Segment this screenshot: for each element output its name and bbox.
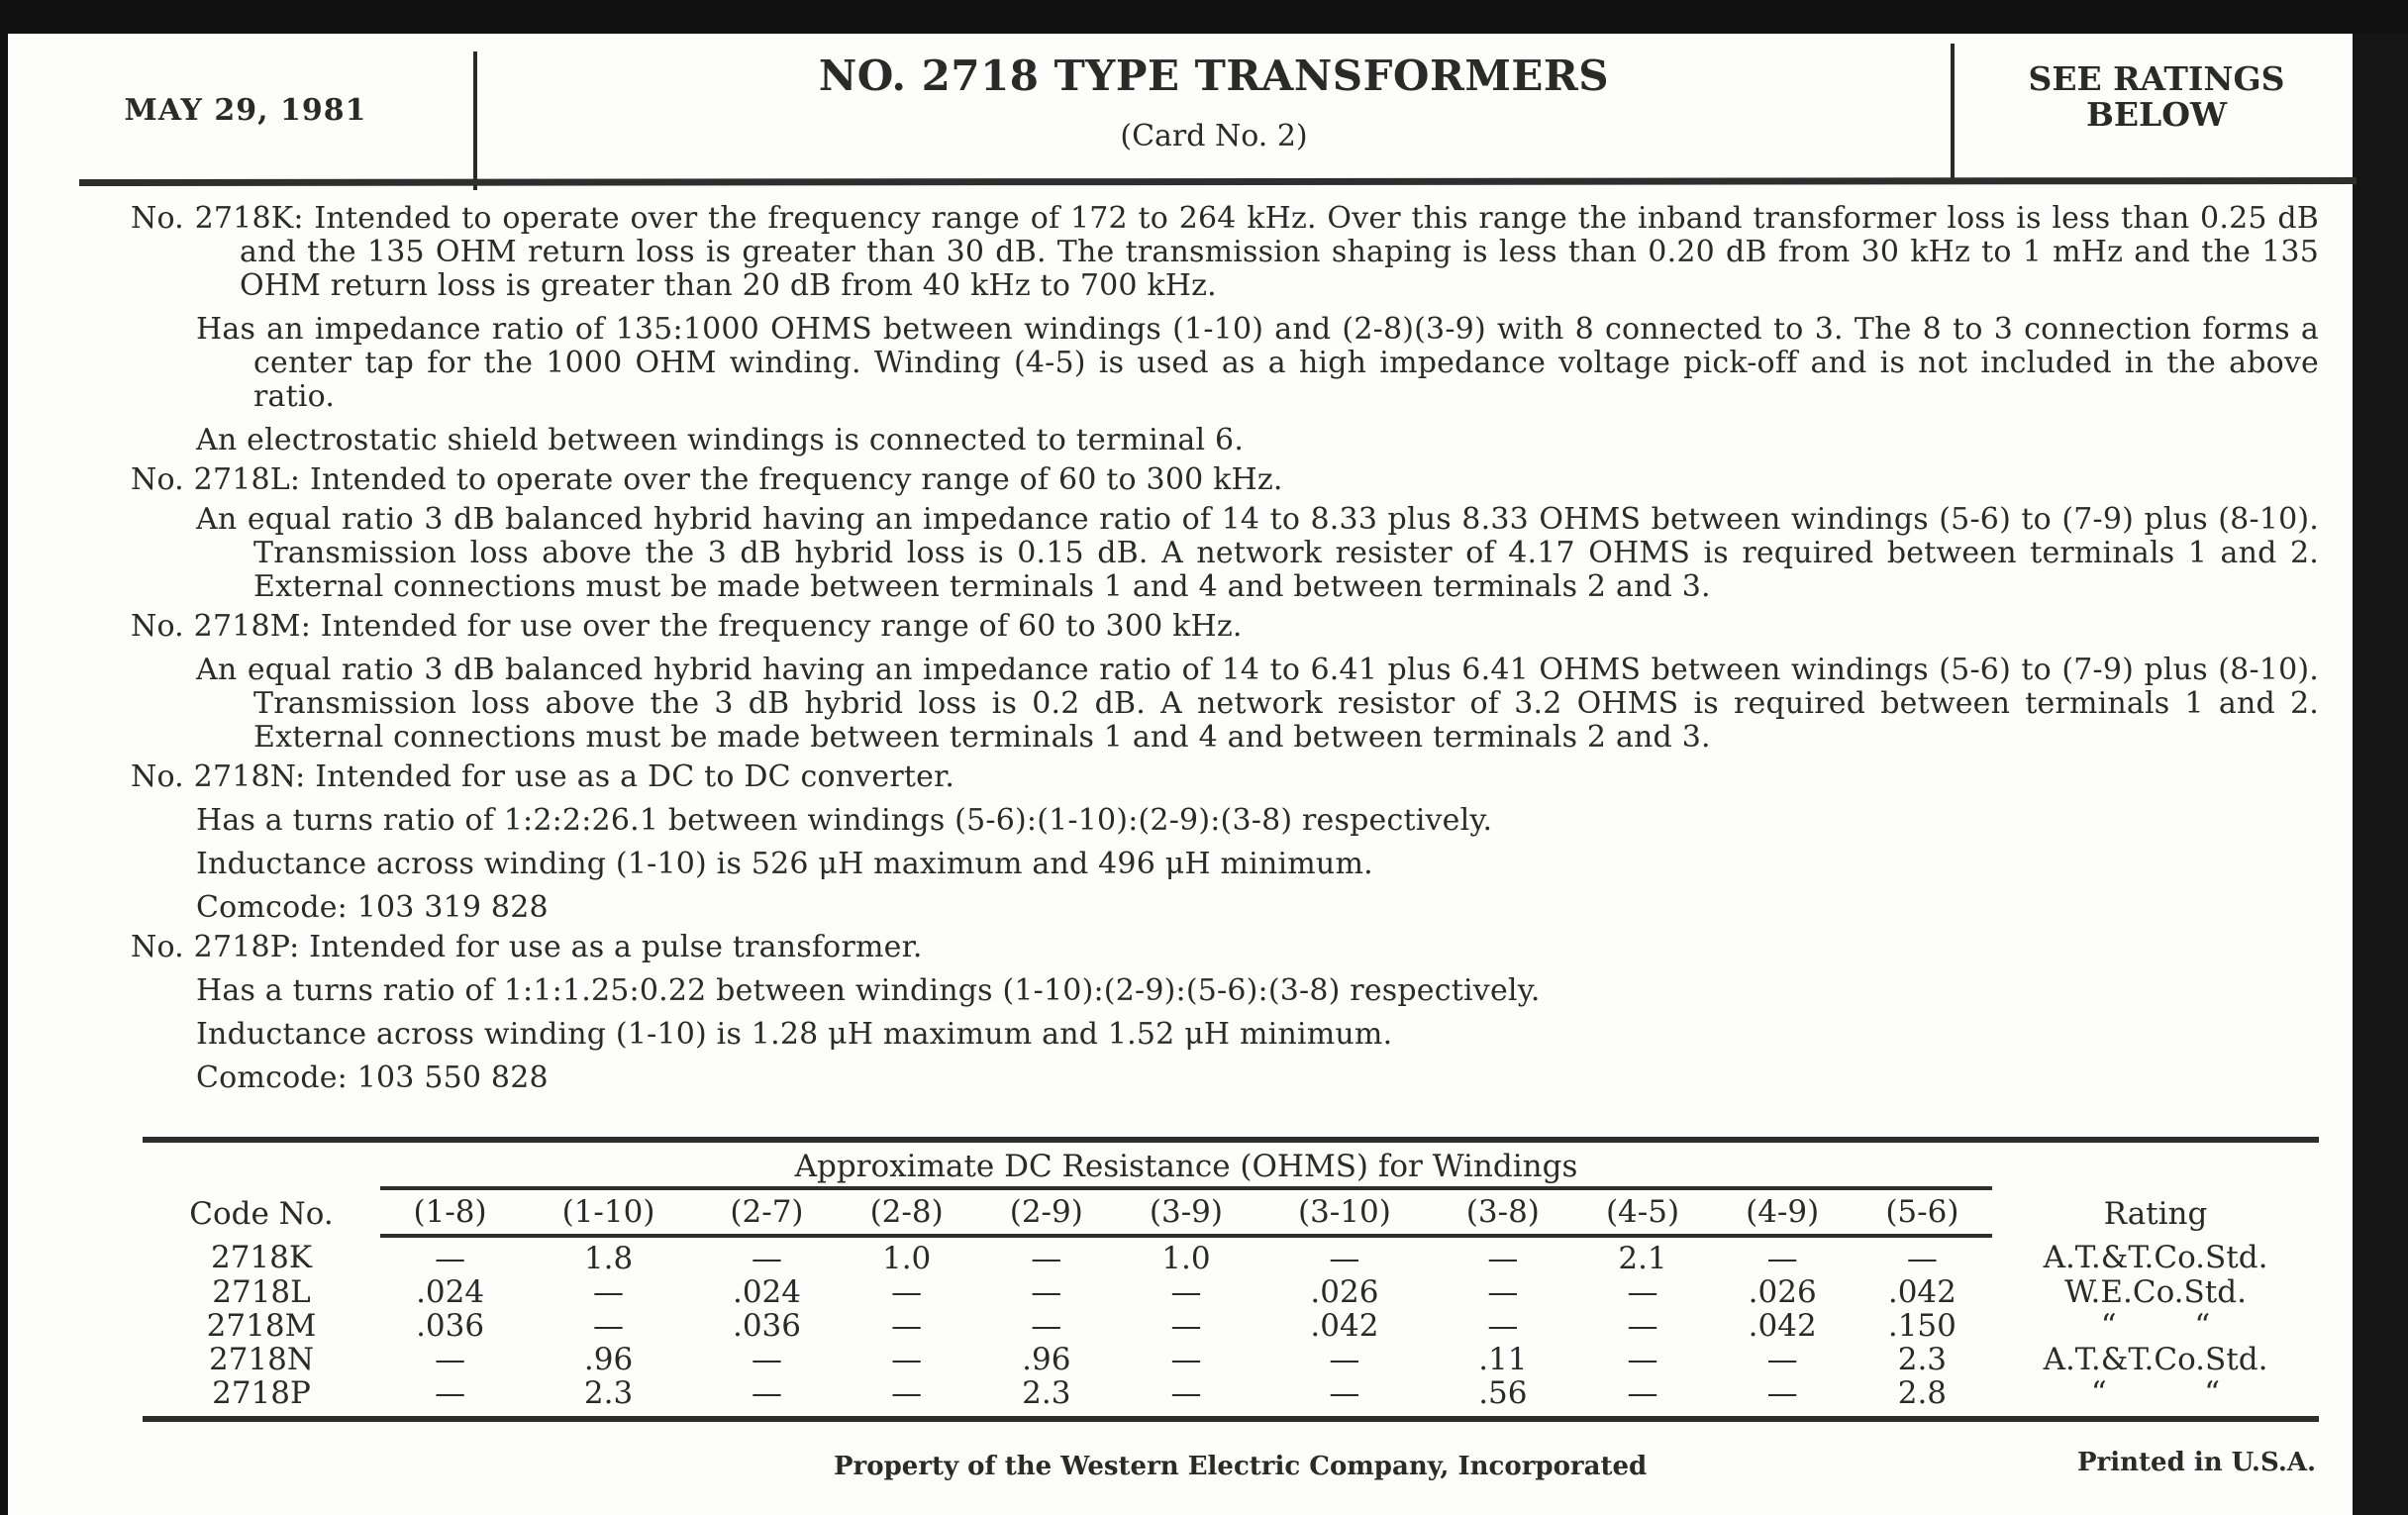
section-code: No. 2718N: — [131, 759, 306, 794]
table-row — [143, 1343, 2319, 1376]
resistance-cell: .036 — [416, 1308, 485, 1344]
card-number: (Card No. 2) — [1120, 119, 1308, 153]
rating-cell: W.E.Co.Std. — [2064, 1274, 2247, 1310]
ratings-note — [1963, 61, 2350, 133]
resistance-cell: .56 — [1478, 1375, 1528, 1411]
table-row — [143, 1309, 2319, 1343]
section-detail: Inductance across winding (1-10) is 1.28 μH maximum and 1.52 μH minimum. — [196, 1017, 1393, 1052]
section-detail: Has a turns ratio of 1:2:2:26.1 between windings (5-6):(1-10):(2-9):(3-8) respectively. — [196, 803, 1493, 838]
code-cell: 2718K — [210, 1240, 313, 1275]
resistance-table-wrap — [143, 1137, 2319, 1422]
resistance-cell: — — [1329, 1375, 1360, 1411]
ratings-note-line1: SEE RATINGS — [2028, 59, 2285, 98]
code-cell: 2718N — [208, 1342, 315, 1377]
table-bottom-rule — [143, 1416, 2319, 1422]
section-text: Intended for use as a DC to DC converter. — [315, 759, 955, 794]
resistance-group-header: Approximate DC Resistance (OHMS) for Windings — [380, 1143, 1992, 1188]
rating-cell: A.T.&T.Co.Std. — [2043, 1240, 2268, 1275]
winding-column-header: (2-7) — [697, 1188, 837, 1236]
code-cell: 2718M — [206, 1308, 317, 1344]
resistance-cell: .026 — [1748, 1274, 1817, 1310]
section-text: Intended for use as a pulse transformer. — [309, 930, 923, 964]
table-group-row — [143, 1143, 2319, 1188]
resistance-cell: .024 — [732, 1274, 801, 1310]
code-column-header: Code No. — [189, 1196, 334, 1232]
section-code: No. 2718M: — [131, 609, 312, 644]
resistance-cell: .96 — [583, 1342, 634, 1377]
resistance-cell: .042 — [1748, 1308, 1817, 1344]
resistance-table — [143, 1143, 2319, 1414]
section-detail: An electrostatic shield between windings is connected to terminal 6. — [196, 423, 1245, 457]
winding-column-header: (1-10) — [520, 1188, 697, 1236]
section-detail: Inductance across winding (1-10) is 526 μH maximum and 496 μH minimum. — [196, 847, 1373, 881]
resistance-cell: 2.3 — [1022, 1375, 1071, 1411]
resistance-cell: — — [751, 1342, 782, 1377]
resistance-cell: — — [1766, 1342, 1798, 1377]
scan-border — [2353, 34, 2408, 1515]
resistance-cell: — — [1170, 1342, 1202, 1377]
section-text: Intended to operate over the frequency range of 172 to 264 kHz. Over this range the inband transformer loss is less than 0.25 dB and the 135 OHM return loss is greater than 30 dB. The transmission shaping is less than 0.20 dB from 30 kHz to 1 mHz and the 135 OHM return loss is greater than 20 dB from 40 kHz to 700 kHz. — [240, 201, 2319, 303]
section-code: No. 2718L: — [131, 462, 301, 497]
resistance-cell: — — [435, 1241, 466, 1276]
section-detail: An equal ratio 3 dB balanced hybrid having an impedance ratio of 14 to 8.33 plus 8.33 OHMS between windings (5-6) to (7-9) plus (8-10). Transmission loss above the 3 dB hybrid loss is 0.15 dB. A network resister of 4.17 OHMS is required between terminals 1 and 2. External connections must be made between terminals 1 and 4 and between terminals 2 and 3. — [196, 502, 2319, 604]
section-detail: Has a turns ratio of 1:1:1.25:0.22 between windings (1-10):(2-9):(5-6):(3-8) respectively. — [196, 973, 1541, 1008]
rating-cell: A.T.&T.Co.Std. — [2043, 1342, 2268, 1377]
resistance-cell: — — [1766, 1375, 1798, 1411]
resistance-cell: .96 — [1022, 1342, 1071, 1377]
property-notice: Property of the Western Electric Company, Incorporated — [834, 1452, 1648, 1481]
resistance-cell: — — [1627, 1375, 1658, 1411]
card-date: MAY 29, 1981 — [124, 93, 367, 128]
header-rule — [79, 177, 2357, 186]
resistance-cell: 1.0 — [881, 1241, 932, 1276]
winding-column-header: (3-9) — [1116, 1188, 1255, 1236]
resistance-cell: .024 — [416, 1274, 485, 1310]
section-code: No. 2718K: — [131, 201, 304, 236]
resistance-cell: — — [891, 1342, 923, 1377]
resistance-cell: .042 — [1310, 1308, 1379, 1344]
section-detail: Comcode: 103 550 828 — [196, 1060, 549, 1095]
table-row — [143, 1376, 2319, 1414]
resistance-cell: — — [1487, 1241, 1519, 1276]
resistance-cell: — — [751, 1375, 782, 1411]
resistance-cell: — — [1170, 1308, 1202, 1344]
section-detail: Comcode: 103 319 828 — [196, 890, 549, 925]
resistance-cell: — — [1487, 1274, 1519, 1310]
ratings-note-line2: BELOW — [2085, 95, 2228, 134]
resistance-cell: 2.8 — [1897, 1375, 1948, 1411]
resistance-cell: — — [1170, 1375, 1202, 1411]
header-divider-right — [1951, 44, 1955, 180]
resistance-cell: 2.1 — [1618, 1241, 1667, 1276]
rating-cell: “ “ — [2090, 1375, 2221, 1411]
resistance-cell: — — [1627, 1274, 1658, 1310]
section-code: No. 2718P: — [131, 930, 300, 964]
resistance-cell: 1.8 — [583, 1241, 634, 1276]
section-2718m — [131, 610, 2319, 644]
resistance-cell: — — [751, 1241, 782, 1276]
resistance-cell: — — [891, 1274, 923, 1310]
resistance-cell: — — [1031, 1274, 1062, 1310]
resistance-cell: — — [1031, 1241, 1062, 1276]
resistance-cell: — — [891, 1375, 923, 1411]
resistance-cell: — — [1627, 1308, 1658, 1344]
resistance-cell: — — [1487, 1308, 1519, 1344]
rating-column-header: Rating — [2103, 1196, 2208, 1232]
section-text: Intended to operate over the frequency range of 60 to 300 kHz. — [309, 462, 1283, 497]
winding-column-header: (2-8) — [837, 1188, 976, 1236]
resistance-cell: .11 — [1478, 1342, 1528, 1377]
resistance-cell: .026 — [1310, 1274, 1379, 1310]
resistance-cell: — — [1329, 1342, 1360, 1377]
code-cell: 2718P — [212, 1375, 311, 1411]
section-detail: Has an impedance ratio of 135:1000 OHMS between windings (1-10) and (2-8)(3-9) with 8 connected to 3. The 8 to 3 connection forms a center tap for the 1000 OHM winding. Winding (4-5) is used as a high impedance voltage pick-off and is not included in the above ratio. — [196, 312, 2319, 414]
resistance-cell: — — [1031, 1308, 1062, 1344]
page-title: NO. 2718 TYPE TRANSFORMERS — [818, 51, 1610, 100]
section-detail: An equal ratio 3 dB balanced hybrid having an impedance ratio of 14 to 6.41 plus 6.41 OHMS between windings (5-6) to (7-9) plus (8-10). Transmission loss above the 3 dB hybrid loss is 0.2 dB. A network resistor of 3.2 OHMS is required between terminals 1 and 2. External connections must be made between terminals 1 and 4 and between terminals 2 and 3. — [196, 653, 2319, 755]
header-divider-left — [473, 51, 477, 190]
table-row — [143, 1275, 2319, 1309]
spec-card — [8, 34, 2353, 1515]
resistance-cell: .150 — [1887, 1308, 1956, 1344]
resistance-cell: — — [593, 1308, 625, 1344]
resistance-cell: — — [1329, 1241, 1360, 1276]
table-body — [143, 1236, 2319, 1414]
section-2718n — [131, 760, 2319, 794]
winding-column-header: (3-10) — [1256, 1188, 1434, 1236]
winding-column-header: (2-9) — [976, 1188, 1116, 1236]
printed-notice: Printed in U.S.A. — [2077, 1448, 2317, 1477]
resistance-cell: 2.3 — [1897, 1342, 1948, 1377]
winding-column-header: (1-8) — [380, 1188, 520, 1236]
resistance-cell: — — [593, 1274, 625, 1310]
resistance-cell: — — [1766, 1241, 1798, 1276]
resistance-cell: — — [1627, 1342, 1658, 1377]
section-2718k — [131, 202, 2319, 303]
resistance-cell: — — [1906, 1241, 1938, 1276]
code-cell: 2718L — [212, 1274, 311, 1310]
resistance-cell: 2.3 — [583, 1375, 634, 1411]
section-2718l — [131, 463, 2319, 497]
section-2718p — [131, 931, 2319, 964]
table-row — [143, 1236, 2319, 1275]
description-body — [131, 202, 2319, 1095]
winding-column-header: (3-8) — [1433, 1188, 1572, 1236]
resistance-cell: — — [435, 1342, 466, 1377]
winding-column-header: (5-6) — [1853, 1188, 1992, 1236]
winding-column-header: (4-9) — [1713, 1188, 1853, 1236]
resistance-cell: 1.0 — [1161, 1241, 1211, 1276]
section-text: Intended for use over the frequency range of 60 to 300 kHz. — [320, 609, 1243, 644]
winding-column-header: (4-5) — [1572, 1188, 1712, 1236]
resistance-cell: — — [1170, 1274, 1202, 1310]
resistance-cell: — — [891, 1308, 923, 1344]
resistance-cell: — — [435, 1375, 466, 1411]
rating-cell: “ “ — [2100, 1308, 2211, 1344]
resistance-cell: .036 — [732, 1308, 801, 1344]
resistance-cell: .042 — [1887, 1274, 1956, 1310]
